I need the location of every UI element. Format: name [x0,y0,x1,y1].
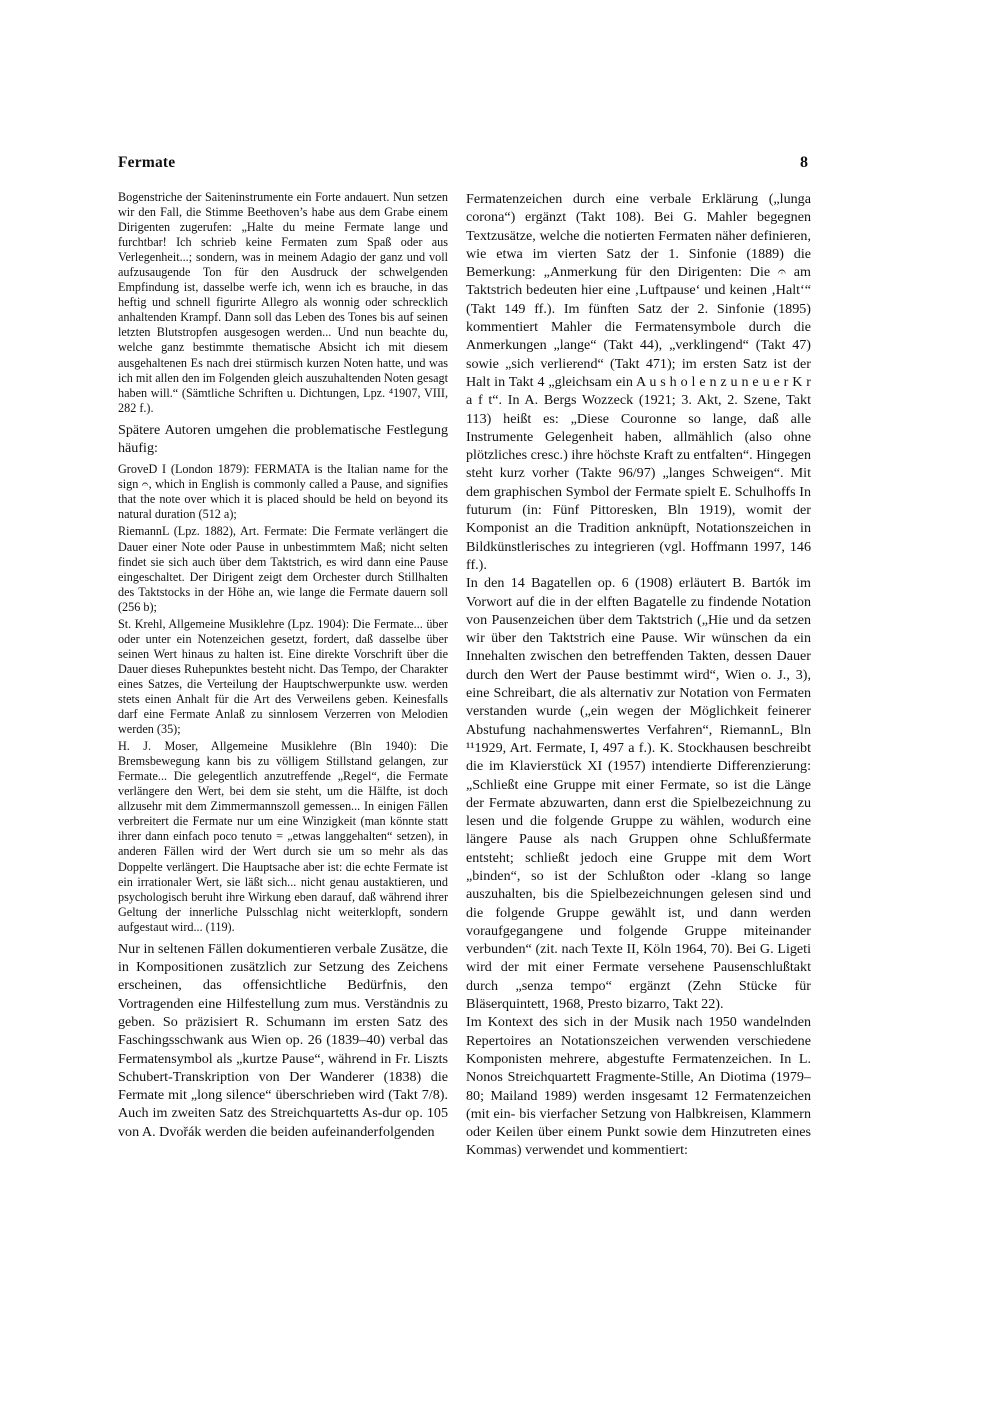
krehl-citation: St. Krehl, Allgemeine Musiklehre (Lpz. 1904): Die Fermate... über oder unter ein Notenzeichen gesetzt, fordert, daß dasselbe über seinen Wert hinaus zu halten ist. Eine direkte Vorschrift über die Dauer dieses Ruhepunktes besteht nicht. Das Tempo, der Charakter eines Satzes, die Verteilung der Hauptschwerpunkte usw. werden stets einen Anhalt für die Art des Verweilens geben. Keinesfalls darf eine Fermate Anlaß zu sinnlosem Verzerren von Melodien werden (35); [118,616,448,737]
page-title: Fermate [118,154,176,171]
beethoven-quote-paragraph: Bogenstriche der Saiteninstrumente ein Forte andauert. Nun setzen wir den Fall, die Stimme Beethoven’s habe aus dem Grabe einem Dirigenten zugerufen: „Halte du meine Fermate lange und furchtbar! Ich schrieb keine Fermaten zum Spaß oder aus Verlegenheit...; sondern, was in meinem Adagio der ganz und voll aufzusaugende Ton für den Ausdruck der schwelgenden Empfindung ist, dasselbe werfe ich, wenn ich es brauche, in das heftig und schnell figurirte Allegro als wonnig oder schrecklich anhaltenden Krampf. Dann soll das Leben des Tones bis auf seinen letzten Blutstropfen ausgesogen werden... Und nun beachte du, welche ganz bestimmte thematische Absicht ich mit diesem ausgehaltenen Es nach drei stürmisch kurzen Noten hatte, und was ich mit allen den im Folgenden gleich auszuhaltenden Noten gesagt haben will.“ (Sämtliche Schriften u. Dichtungen, Lpz. ⁴1907, VIII, 282 f.). [118,190,448,415]
later-authors-paragraph: Spätere Autoren umgehen die problematische Festlegung häufig: [118,421,448,456]
bartok-stockhausen-paragraph: In den 14 Bagatellen op. 6 (1908) erläutert B. Bartók im Vorwort auf die in der elften Bagatelle zu findende Notation von Pausenzeichen über dem Taktstrich („Hie und da setzen wir über den Taktstrich eine Pause. Wir wünschen da ein Innehalten zwischen den betreffenden Takten, dessen Dauer durch den Wert der Pause bestimmt wird“, Wien o. J., 3), eine Schreibart, die als alternativ zur Notation von Fermaten verstanden wurde („ein wegen der Möglichkeit feinerer Abstufung nachahmenswertes Verfahren“, RiemannL, Bln ¹¹1929, Art. Fermate, I, 497 a f.). K. Stockhausen beschreibt die im Klavierstück XI (1957) intendierte Differenzierung: „Schließt eine Gruppe mit einer Fermate, so ist die Länge der Fermate abzuwarten, dann erst die Spielbezeichnung zu lesen und die folgende Gruppe zu wählen, wodurch eine längere Pause als nach Gruppen ohne Schlußfermate entsteht; schließt jedoch eine Gruppe mit dem Wort „binden“, so ist der Schlußton oder -klang so lange auszuhalten, bis die Spielbezeichnungen gelesen sind und die folgende Gruppe gewählt ist, und dann werden voraufgegangene und folgende Gruppe miteinander verbunden“ (zit. nach Texte II, Köln 1964, 70). Bei G. Ligeti wird der mit einer Fermate versehene Pausenschlußtakt durch „senza tempo“ ergänzt (Zehn Stücke für Bläserquintett, 1968, Presto bizarro, Takt 22). [466,575,811,1013]
grove-citation: GroveD I (London 1879): FERMATA is the Italian name for the sign 𝄐, which in English is commonly called a Pause, and signifies that the note over which it is placed should be held on beyond its natural duration (512 a); [118,462,448,522]
right-column [466,190,811,1160]
riemann-citation: RiemannL (Lpz. 1882), Art. Fermate: Die Fermate verlängert die Dauer einer Note oder Pause in unbestimmtem Maß; nicht selten findet sie sich auch über dem Taktstrich, es wird dann eine Pause eingeschaltet. Der Dirigent zeigt dem Orchester durch Stillhalten des Taktstocks in der Höhe an, wie lange die Fermate dauern soll (256 b); [118,524,448,614]
left-column [118,190,448,1141]
mahler-berg-paragraph: Fermatenzeichen durch eine verbale Erklärung („lunga corona“) ergänzt (Takt 108). Bei G. Mahler begegnen Textzusätze, welche die notierten Fermaten näher definieren, wie etwa im vierten Satz der 1. Sinfonie (1889) die Bemerkung: „Anmerkung für den Dirigenten: Die 𝄐 am Taktstrich bedeuten hier eine ‚Luftpause‘ und keinen ‚Halt‘“ (Takt 149 ff.). Im fünften Satz der 2. Sinfonie (1895) kommentiert Mahler die Fermatensymbole durch die Anmerkungen „lange“ (Takt 44), „verklingend“ (Takt 47) sowie „sich verlierend“ (Takt 471); im ersten Satz ist der Halt in Takt 4 „gleichsam ein A u s h o l e n z u n e u e r K r a f t“. In A. Bergs Wozzeck (1921; 3. Akt, 2. Szene, Takt 113) heißt es: „Diese Couronne so lange, daß alle Instrumente Gelegenheit haben, allmählich (also ohne plötzliches cresc.) ihre höchste Kraft zu entfalten“. Hingegen steht kurz vorher (Takte 96/97) „langes Schweigen“. Mit dem graphischen Symbol der Fermate spielt E. Schulhoffs In futurum (in: Fünf Pittoresken, Bln 1919), womit der Komponist an die Tradition anknüpft, Notationszeichen in Bildkünstlerisches zu integrieren (vgl. Hoffmann 1997, 146 ff.). [466,191,811,573]
nono-paragraph: Im Kontext des sich in der Musik nach 1950 wandelnden Repertoires an Notationszeichen verwenden verschiedene Komponisten mehrere, abgestufte Fermatenzeichen. In L. Nonos Streichquartett Fragmente-Stille, An Diotima (1979–80; Mailand 1989) werden insgesamt 12 Fermatenzeichen (mit ein- bis vierfacher Setzung von Halbkreisen, Klammern oder Keilen über einem Punkt sowie dem Hinzutreten eines Kommas) verwendet und kommentiert: [466,1014,811,1159]
verbal-additions-paragraph: Nur in seltenen Fällen dokumentieren verbale Zusätze, die in Kompositionen zusätzlich zur Setzung des Zeichens erscheinen, das offensichtliche Bedürfnis, den Vortragenden eine Hilfestellung zum mus. Verständnis zu geben. So präzisiert R. Schumann im ersten Satz des Faschingsschwank aus Wien op. 26 (1839–40) verbal das Fermatensymbol als „kurtze Pause“, während in Fr. Liszts Schubert-Transkription von Der Wanderer (1838) die Fermate mit „long silence“ überschrieben wird (Takt 7/8). Auch im zweiten Satz des Streichquartetts As-dur op. 105 von A. Dvořák werden die beiden aufeinanderfolgenden [118,940,448,1140]
running-head [118,154,808,180]
moser-citation: H. J. Moser, Allgemeine Musiklehre (Bln 1940): Die Bremsbewegung kann bis zu völligem Stillstand gelangen, zur Fermate... Die gelegentlich anzutreffende „Regel“, die Fermate verlängere den Wert, bei dem sie steht, um die Hälfte, ist doch allzusehr mit dem Zimmermannszoll gemessen... In einigen Fällen verbreitert die Fermate nur um eine Winzigkeit (man könnte statt ihrer dann einfach poco tenuto = „etwas langgehalten“ setzen), in anderen Fällen wird der Wert durch sie um so mehr als das Doppelte verlängert. Die Hauptsache aber ist: die echte Fermate ist ein irrationaler Wert, sie läßt sich... nicht genau austaktieren, und psychologisch beruht ihre Wirkung eben darauf, daß während ihrer Geltung der innerliche Pulsschlag nicht weiterklopft, sondern aufgestaut wird... (119). [118,739,448,934]
page-number: 8 [800,154,808,171]
